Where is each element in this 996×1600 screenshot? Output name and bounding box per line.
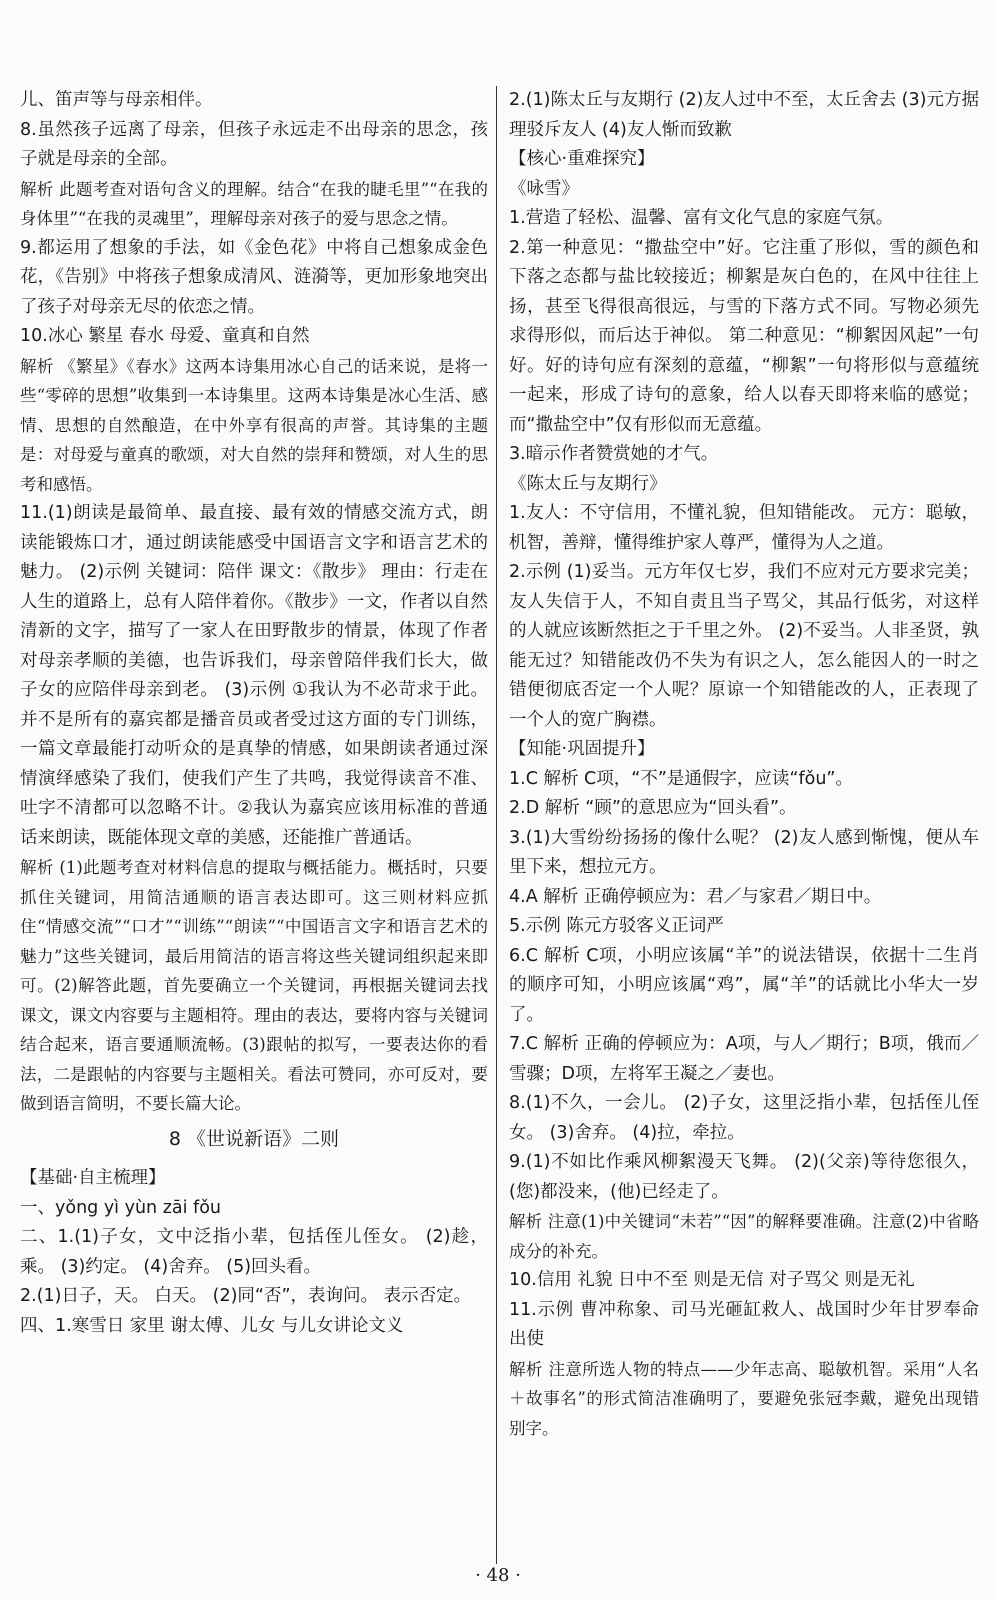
- answer-paragraph: 2.D 解析 “顾”的意思应为“回头看”。: [509, 798, 797, 818]
- answer-paragraph: 二、1.(1)子女，文中泛指小辈，包括侄儿侄女。 (2)趁，乘。 (3)约定。 (4)舍弃。 (5)回头看。: [20, 1227, 488, 1277]
- answer-paragraph: 1.友人：不守信用，不懂礼貌，但知错能改。 元方：聪敏，机智，善辩，懂得维护家人尊严，懂得为人之道。: [509, 503, 979, 553]
- right-column: [509, 86, 979, 1443]
- answer-paragraph: 9.都运用了想象的手法，如《金色花》中将自己想象成金色花，《告别》中将孩子想象成清风、涟漪等，更加形象地突出了孩子对母亲无尽的依恋之情。: [20, 237, 488, 317]
- answer-paragraph: 【核心·重难探究】: [509, 149, 655, 169]
- answer-paragraph: 《咏雪》: [509, 178, 579, 199]
- column-divider: [496, 86, 497, 1564]
- answer-paragraph: 2.(1)陈太丘与友期行 (2)友人过中不至，太丘舍去 (3)元方据理驳斥友人 (4)友人惭而致歉: [509, 90, 979, 140]
- answer-paragraph: 6.C 解析 C项，小明应该属“羊”的说法错误，依据十二生肖的顺序可知，小明应该属“鸡”，属“羊”的话就比小华大一岁了。: [509, 945, 979, 1025]
- answer-paragraph: 11.(1)朗读是最简单、最直接、最有效的情感交流方式，朗读能锻炼口才，通过朗读能感受中国语言文字和语言艺术的魅力。 (2)示例 关键词：陪伴 课文：《散步》 理由：行走在人生的道路上，总有人陪伴着你。《散步》一文，作者以自然清新的文字，描写了一家人在田野散步的情景，体现了作者对母亲孝顺的美德，也告诉我们，母亲曾陪伴我们长大，做子女的应陪伴母亲到老。 (3)示例 ①我认为不必苛求于此。并不是所有的嘉宾都是播音员或者受过这方面的专门训练，一篇文章最能打动听众的是真挚的情感，如果朗读者通过深情演绎感染了我们，使我们产生了共鸣，我觉得读音不准、吐字不清都可以忽略不计。②我认为嘉宾应该用标准的普通话来朗读，既能体现文章的美感，还能推广普通话。: [20, 503, 488, 848]
- answer-paragraph: 一、yǒng yì yùn zāi fǒu: [20, 1197, 222, 1218]
- answer-paragraph: 儿、笛声等与母亲相伴。: [20, 90, 213, 110]
- answer-paragraph: 2.(1)日子，天。 白天。 (2)同“否”，表询问。 表示否定。: [20, 1286, 472, 1306]
- answer-paragraph: 4.A 解析 正确停顿应为：君／与家君／期日中。: [509, 886, 882, 907]
- answer-paragraph: 《陈太丘与友期行》: [509, 473, 667, 494]
- answer-paragraph: 8.(1)不久，一会儿。 (2)子女，这里泛指小辈，包括侄儿侄女。 (3)舍弃。 (4)拉，牵拉。: [509, 1093, 979, 1143]
- answer-paragraph: 3.(1)大雪纷纷扬扬的像什么呢？ (2)友人感到惭愧，便从车里下来，想拉元方。: [509, 827, 979, 877]
- answer-paragraph: 四、1.寒雪日 家里 谢太傅、儿女 与儿女讲论文义: [20, 1315, 404, 1336]
- analysis-paragraph: 解析 此题考查对语句含义的理解。结合“在我的睫毛里”“在我的身体里”“在我的灵魂里”，理解母亲对孩子的爱与思念之情。: [20, 179, 488, 228]
- answer-paragraph: 3.暗示作者赞赏她的才气。: [509, 444, 719, 464]
- answer-paragraph: 1.营造了轻松、温馨、富有文化气息的家庭气氛。: [509, 208, 894, 228]
- answer-paragraph: 10.冰心 繁星 春水 母爱、童真和自然: [20, 326, 310, 346]
- answer-paragraph: 【基础·自主梳理】: [20, 1168, 166, 1188]
- analysis-paragraph: 解析 (1)此题考查对材料信息的提取与概括能力。概括时，只要抓住关键词，用简洁通顺的语言表达即可。这三则材料应抓住“情感交流”“口才”“训练”“朗读”“中国语言文字和语言艺术的魅力”这些关键词，最后用简洁的语言将这些关键词组织起来即可。(2)解答此题，首先要确立一个关键词，再根据关键词去找课文，课文内容要与主题相符。理由的表达，要将内容与关键词结合起来，语言要通顺流畅。(3)跟帖的拟写，一要表达你的看法，二是跟帖的内容要与主题相关。看法可赞同，亦可反对，要做到语言简明，不要长篇大论。: [20, 858, 488, 1113]
- answer-paragraph: 11.示例 曹冲称象、司马光砸缸救人、战国时少年甘罗奉命出使: [509, 1299, 979, 1349]
- analysis-paragraph: 解析 注意所选人物的特点——少年志高、聪敏机智。采用“人名＋故事名”的形式简洁准确明了，要避免张冠李戴，避免出现错别字。: [509, 1359, 979, 1438]
- answer-paragraph: 10.信用 礼貌 日中不至 则是无信 对子骂父 则是无礼: [509, 1270, 915, 1290]
- left-column: [20, 86, 488, 1341]
- answer-paragraph: 8.虽然孩子远离了母亲，但孩子永远走不出母亲的思念，孩子就是母亲的全部。: [20, 119, 488, 169]
- answer-paragraph: 9.(1)不如比作乘风柳絮漫天飞舞。 (2)(父亲)等待您很久，(您)都没来，(他)已经走了。: [509, 1152, 979, 1202]
- answer-paragraph: 1.C 解析 C项，“不”是通假字，应读“fǒu”。: [509, 768, 853, 789]
- answer-paragraph: 【知能·巩固提升】: [509, 739, 655, 759]
- section-title: 8 《世说新语》二则: [168, 1127, 340, 1150]
- analysis-paragraph: 解析 《繁星》《春水》这两本诗集用冰心自己的话来说，是将一些“零碎的思想”收集到一本诗集里。这两本诗集是冰心生活、感情、思想的自然酿造，在中外享有很高的声誉。其诗集的主题是：对母爱与童真的歌颂，对大自然的崇拜和赞颂，对人生的思考和感悟。: [20, 356, 488, 494]
- answer-paragraph: 7.C 解析 正确的停顿应为：A项，与人／期行；B项，俄而／雪骤；D项，左将军王凝之／妻也。: [509, 1034, 979, 1084]
- answer-paragraph: 2.示例 (1)妥当。元方年仅七岁，我们不应对元方要求完美；友人失信于人，不知自责且当子骂父，其品行低劣，对这样的人就应该断然拒之于千里之外。 (2)不妥当。人非圣贤，孰能无过？知错能改仍不失为有识之人，怎么能因人的一时之错便彻底否定一个人呢？原谅一个知错能改的人，正表现了一个人的宽广胸襟。: [509, 562, 979, 730]
- page-number: · 48 ·: [475, 1565, 521, 1586]
- answer-paragraph: 5.示例 陈元方驳客义正词严: [509, 916, 724, 936]
- answer-paragraph: 2.第一种意见：“撒盐空中”好。它注重了形似，雪的颜色和下落之态都与盐比较接近；柳絮是灰白色的，在风中往往上扬，甚至飞得很高很远，与雪的下落方式不同。写物必须先求得形似，而后达于神似。 第二种意见：“柳絮因风起”一句好。好的诗句应有深刻的意蕴，“柳絮”一句将形似与意蕴统一起来，形成了诗句的意象，给人以春天即将来临的感觉；而“撒盐空中”仅有形似而无意蕴。: [509, 237, 979, 435]
- analysis-paragraph: 解析 注意(1)中关键词“未若”“因”的解释要准确。注意(2)中省略成分的补充。: [509, 1212, 979, 1261]
